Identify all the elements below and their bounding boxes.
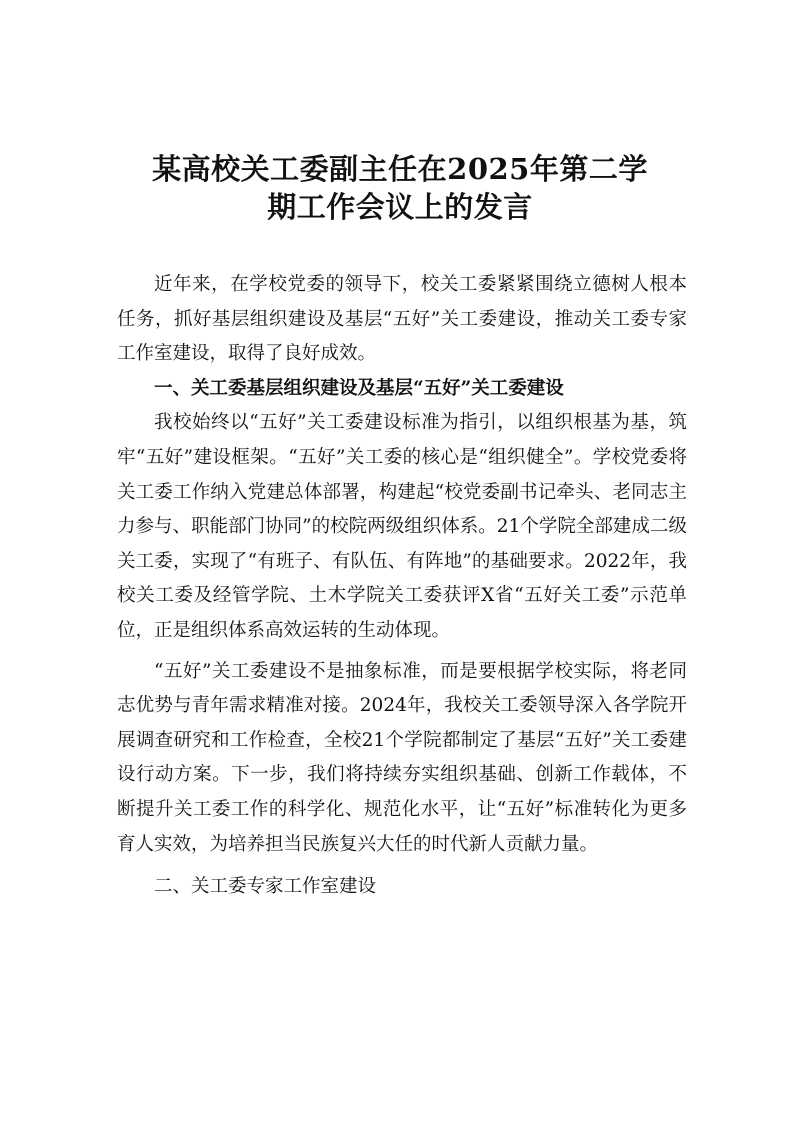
section-heading-1: 一、关工委基层组织建设及基层“五好”关工委建设	[154, 377, 564, 399]
section1-paragraph-2: “五好”关工委建设不是抽象标准，而是要根据学校实际，将老同志优势与青年需求精准对接。2024年，我校关工委领导深入各学院开展调查研究和工作检查，全校21个学院都制定了基层“五好”关工委建设行动方案。下一步，我们将持续夯实组织基础、创新工作载体，不断提升关工委工作的科学化、规范化水平，让“五好”标准转化为更多育人实效，为培养担当民族复兴大任的时代新人贡献力量。	[117, 660, 687, 855]
section1-paragraph-1: 我校始终以“五好”关工委建设标准为指引，以组织根基为基，筑牢“五好”建设框架。“五好”关工委的核心是“组织健全”。学校党委将关工委工作纳入党建总体部署，构建起“校党委副书记牵头、老同志主力参与、职能部门协同”的校院两级组织体系。21个学院全部建成二级关工委，实现了“有班子、有队伍、有阵地”的基础要求。2022年，我校关工委及经管学院、土木学院关工委获评X省“五好关工委”示范单位，正是组织体系高效运转的生动体现。	[117, 412, 687, 641]
document-body	[117, 268, 687, 905]
intro-paragraph: 近年来，在学校党委的领导下，校关工委紧紧围绕立德树人根本任务，抓好基层组织建设及基层“五好”关工委建设，推动关工委专家工作室建设，取得了良好成效。	[117, 274, 687, 365]
title-line-1: 某高校关工委副主任在2025年第二学	[152, 152, 648, 186]
title-line-2: 期工作会议上的发言	[267, 190, 533, 224]
section-heading-2: 二、关工委专家工作室建设	[154, 876, 377, 898]
document-title	[110, 150, 690, 226]
